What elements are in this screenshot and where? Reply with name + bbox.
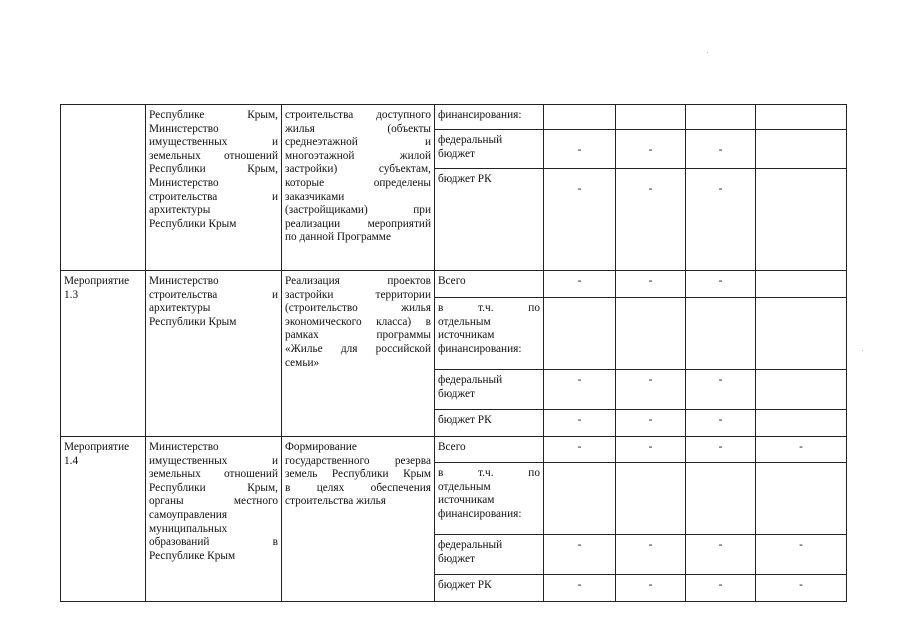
text-line: Формирование xyxy=(285,441,357,453)
value-cell: - xyxy=(756,437,847,463)
text-line: многоэтажной жилой xyxy=(285,149,431,162)
value-cell: - xyxy=(544,130,616,169)
value-cell xyxy=(756,105,847,130)
text-line: реализации мероприятий xyxy=(285,217,431,230)
value-cell xyxy=(756,169,847,271)
value-cell: - xyxy=(686,410,756,437)
text-line: в целях обеспечения xyxy=(285,481,431,494)
text-line: застройки территории xyxy=(285,288,431,301)
value-cell xyxy=(616,105,686,130)
value-cell: - xyxy=(686,271,756,298)
text-line: Республики Крым xyxy=(149,217,237,230)
text-line: источникам xyxy=(438,329,495,342)
program-events-table xyxy=(60,104,847,602)
text-line: строительства и xyxy=(149,190,278,203)
value-cell: - xyxy=(544,169,616,271)
text-line: имущественных и xyxy=(149,454,278,467)
text-line: органы местного xyxy=(149,495,278,508)
value-cell: - xyxy=(544,370,616,410)
text-line: в т.ч. по xyxy=(438,467,540,479)
text-line: Республике Крым, xyxy=(149,109,278,121)
event-cell xyxy=(61,437,146,602)
text-line: застройки) субъектам, xyxy=(285,163,431,176)
text-line: в т.ч. по xyxy=(438,302,540,314)
text-line: Министерство xyxy=(149,176,219,189)
text-line: по данной Программе xyxy=(285,231,391,244)
description-cell xyxy=(282,105,435,271)
value-cell: - xyxy=(756,535,847,575)
value-cell xyxy=(544,463,616,535)
value-cell: - xyxy=(756,575,847,602)
executor-cell xyxy=(146,271,282,437)
text-line: заказчиками xyxy=(285,190,345,203)
value-cell xyxy=(756,130,847,169)
text-line: Министерство xyxy=(149,441,219,453)
value-cell xyxy=(544,298,616,370)
value-cell xyxy=(756,463,847,535)
text-line: строительства и xyxy=(149,288,278,301)
rk-budget-label: бюджет РК xyxy=(435,169,544,271)
value-cell: - xyxy=(544,271,616,298)
value-cell xyxy=(756,271,847,298)
text-line: федеральный xyxy=(438,134,503,146)
value-cell: - xyxy=(686,437,756,463)
federal-budget-label xyxy=(435,130,544,169)
sources-label xyxy=(435,298,544,370)
description-cell xyxy=(282,437,435,602)
value-cell xyxy=(686,298,756,370)
text-line: бюджет xyxy=(438,552,475,565)
value-cell xyxy=(756,298,847,370)
text-line: жилья (объекты xyxy=(285,122,431,135)
text-line: земельных отношений xyxy=(149,468,278,481)
value-cell: - xyxy=(544,410,616,437)
text-line: самоуправления xyxy=(149,508,228,521)
value-cell xyxy=(686,463,756,535)
text-line: муниципальных xyxy=(149,522,228,535)
text-line: финансирования: xyxy=(438,507,522,520)
description-cell xyxy=(282,271,435,437)
event-cell xyxy=(61,105,146,271)
value-cell: - xyxy=(616,169,686,271)
federal-budget-label xyxy=(435,535,544,575)
value-cell: - xyxy=(686,575,756,602)
value-cell: - xyxy=(616,437,686,463)
value-cell: - xyxy=(616,271,686,298)
value-cell: - xyxy=(616,535,686,575)
text-line: Мероприятие xyxy=(64,441,130,453)
text-line: «Жилье для российской xyxy=(285,342,431,355)
text-line: государственного резерва xyxy=(285,454,431,467)
value-cell: - xyxy=(544,535,616,575)
text-line: 1.3 xyxy=(64,288,79,301)
text-line: (застройщиками) при xyxy=(285,204,431,217)
federal-budget-label xyxy=(435,370,544,410)
value-cell: - xyxy=(544,575,616,602)
value-cell xyxy=(544,105,616,130)
value-cell: - xyxy=(616,130,686,169)
text-line: строительства жилья xyxy=(285,495,386,508)
text-line: Министерство xyxy=(149,275,219,287)
event-cell xyxy=(61,271,146,437)
text-line: экономического класса) в xyxy=(285,315,431,328)
value-cell: - xyxy=(686,370,756,410)
value-cell xyxy=(756,410,847,437)
table-row xyxy=(61,271,847,298)
text-line: 1.4 xyxy=(64,454,79,467)
text-line: Республики Крым xyxy=(149,315,237,328)
value-cell xyxy=(686,105,756,130)
text-line: бюджет xyxy=(438,147,475,160)
financing-label: финансирования: xyxy=(435,105,544,130)
text-line: (строительство жилья xyxy=(285,302,431,315)
text-line: среднеэтажной и xyxy=(285,136,431,149)
total-label: Всего xyxy=(435,437,544,463)
text-line: финансирования: xyxy=(438,342,522,355)
text-line: образований в xyxy=(149,536,278,549)
text-line: Мероприятие xyxy=(64,275,130,287)
scan-speck xyxy=(707,52,708,53)
text-line: отдельным xyxy=(438,480,491,493)
text-line: федеральный xyxy=(438,539,503,551)
text-line: Республики Крым, xyxy=(149,163,278,176)
sources-label xyxy=(435,463,544,535)
executor-cell xyxy=(146,105,282,271)
value-cell xyxy=(616,463,686,535)
value-cell: - xyxy=(616,410,686,437)
text-line: источникам xyxy=(438,494,495,507)
text-line: бюджет xyxy=(438,387,475,400)
text-line: строительства доступного xyxy=(285,109,431,121)
value-cell: - xyxy=(544,437,616,463)
text-line: рамках программы xyxy=(285,329,431,342)
value-cell: - xyxy=(686,535,756,575)
rk-budget-label: бюджет РК xyxy=(435,575,544,602)
total-label: Всего xyxy=(435,271,544,298)
value-cell xyxy=(616,298,686,370)
text-line: архитектуры xyxy=(149,302,211,315)
text-line: Республике Крым xyxy=(149,549,236,562)
value-cell: - xyxy=(616,575,686,602)
value-cell xyxy=(756,370,847,410)
text-line: земельных отношений xyxy=(149,149,278,162)
text-line: Реализация проектов xyxy=(285,275,431,287)
value-cell: - xyxy=(616,370,686,410)
text-line: отдельным xyxy=(438,315,491,328)
text-line: имущественных и xyxy=(149,136,278,149)
table-row xyxy=(61,105,847,130)
table-row xyxy=(61,437,847,463)
text-line: федеральный xyxy=(438,374,503,386)
scan-speck xyxy=(862,350,863,351)
executor-cell xyxy=(146,437,282,602)
text-line: земель Республики Крым xyxy=(285,468,431,481)
text-line: Министерство xyxy=(149,122,219,135)
rk-budget-label: бюджет РК xyxy=(435,410,544,437)
text-line: которые определены xyxy=(285,176,431,189)
value-cell: - xyxy=(686,169,756,271)
text-line: Республики Крым, xyxy=(149,481,278,494)
value-cell: - xyxy=(686,130,756,169)
text-line: семьи» xyxy=(285,356,320,369)
text-line: архитектуры xyxy=(149,204,211,217)
